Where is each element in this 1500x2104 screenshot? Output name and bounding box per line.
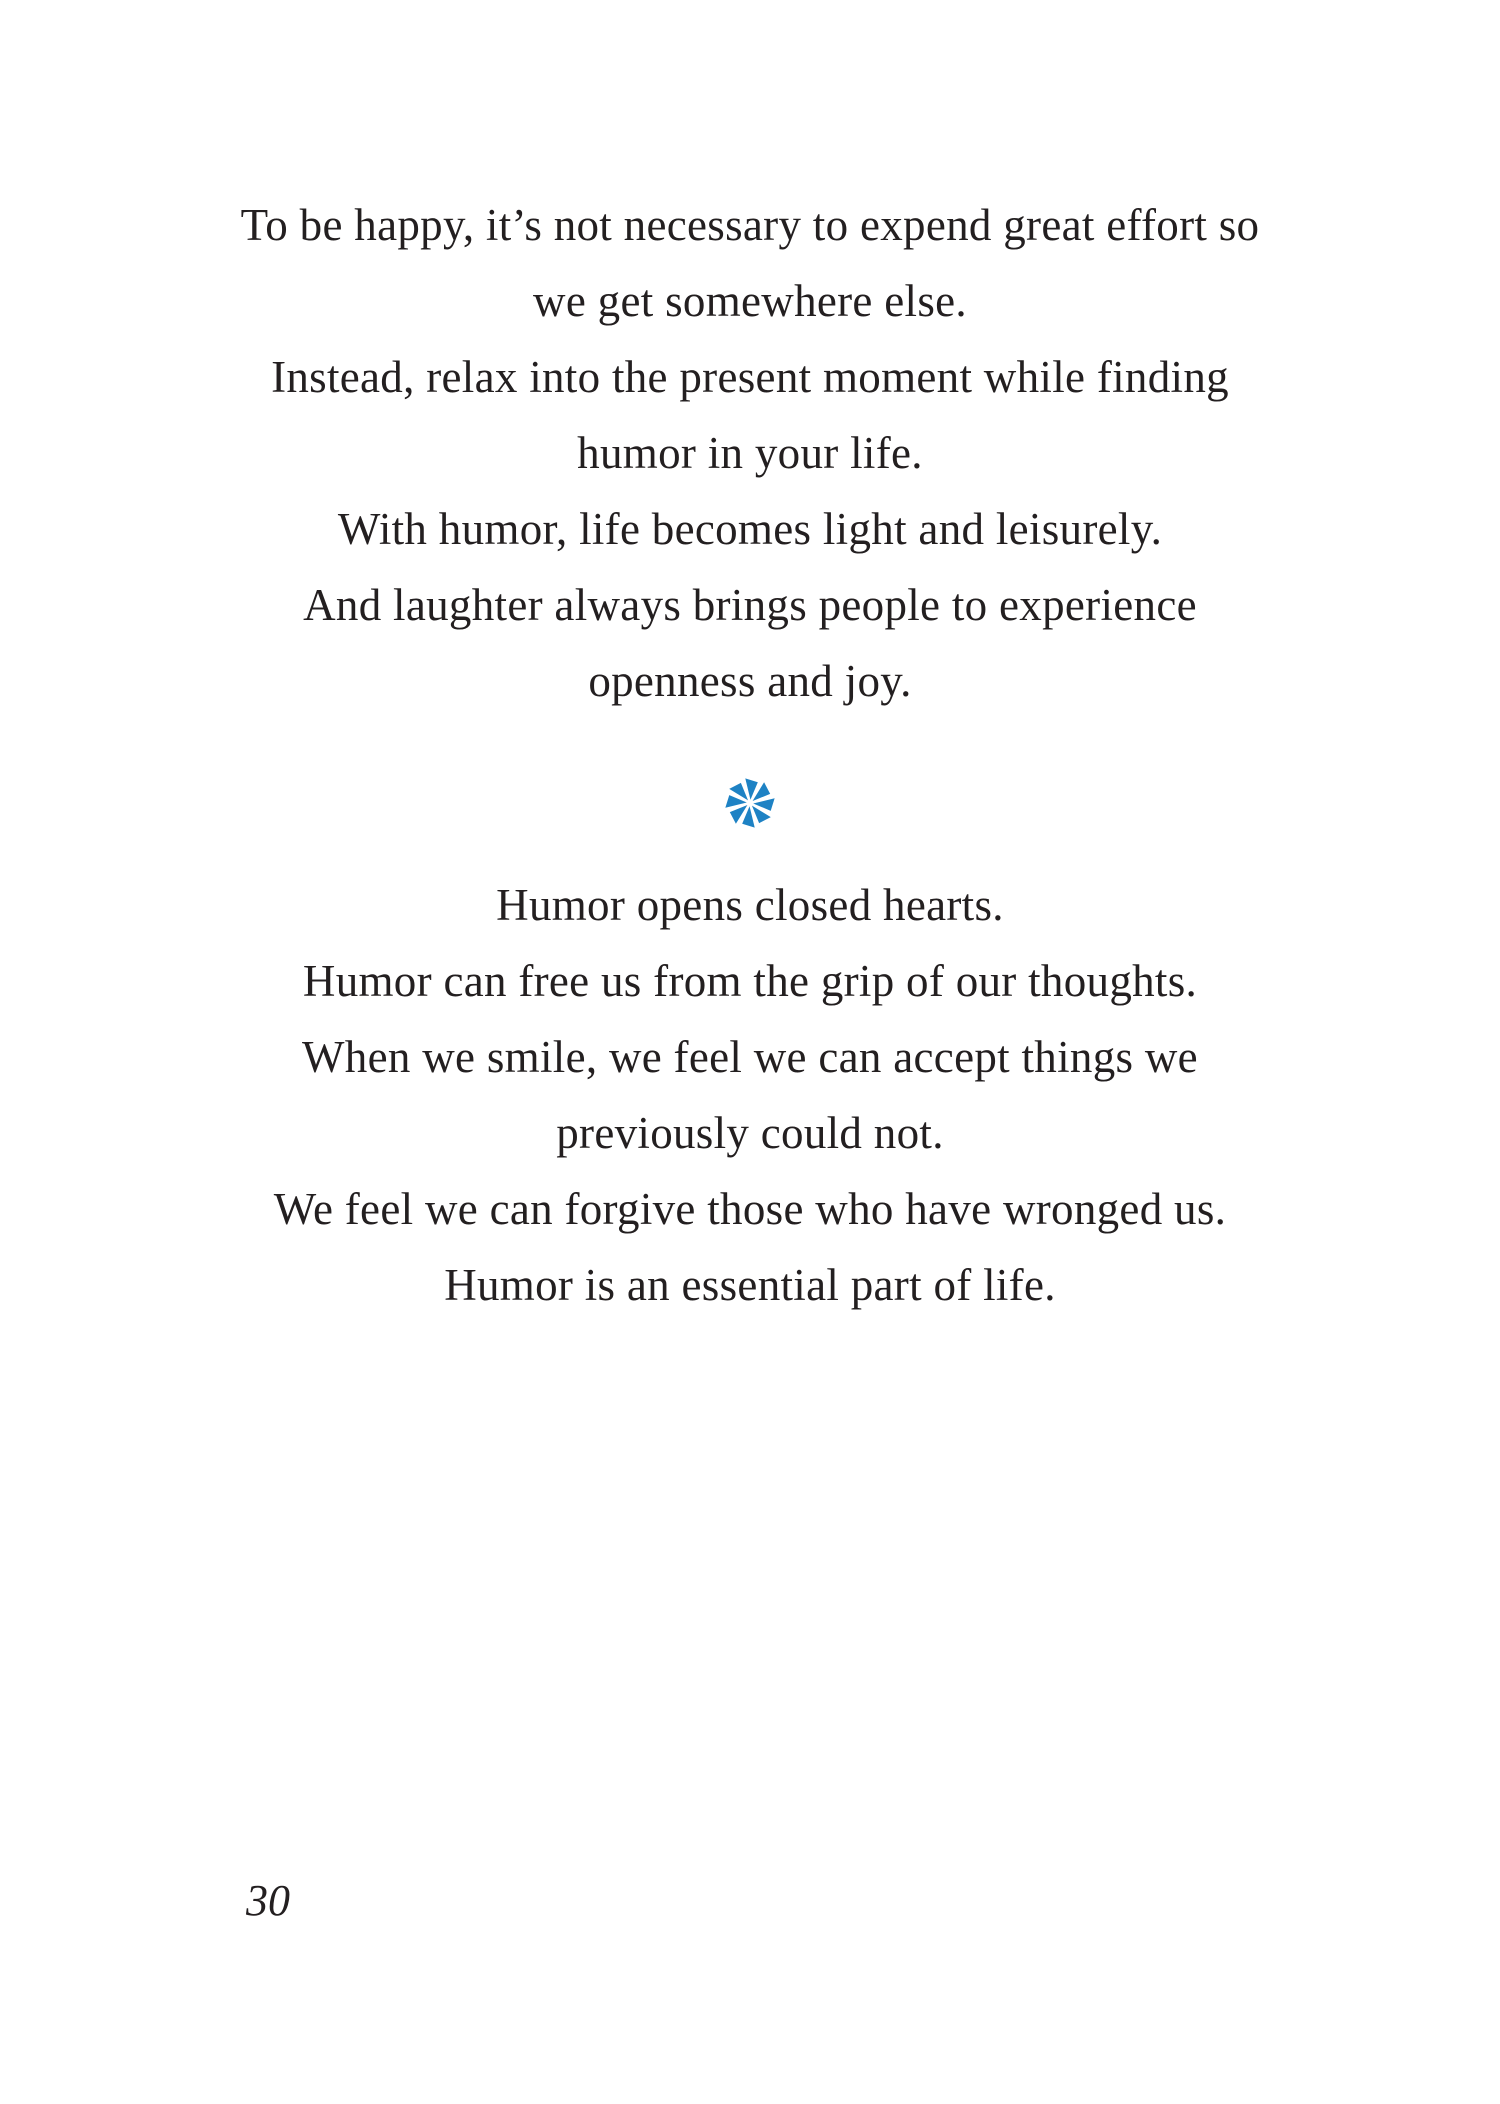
text-line: Instead, relax into the present moment while finding [271,352,1229,402]
text-line: previously could not. [556,1108,944,1158]
text-line: We feel we can forgive those who have wronged us. [273,1184,1227,1234]
text-line: we get somewhere else. [533,276,967,326]
pinwheel-asterisk-icon [723,776,777,830]
text-line: Humor is an essential part of life. [444,1260,1056,1310]
quote-paragraph-1 [150,187,1350,719]
text-line: Humor opens closed hearts. [496,880,1004,930]
text-line: openness and joy. [588,656,912,706]
text-line: Humor can free us from the grip of our thoughts. [302,956,1198,1006]
text-line: humor in your life. [577,428,923,478]
text-line: With humor, life becomes light and leisurely. [337,504,1163,554]
text-line: To be happy, it’s not necessary to expend great effort so [240,200,1260,250]
text-line: When we smile, we feel we can accept things we [302,1032,1198,1082]
quote-paragraph-2 [150,867,1350,1323]
section-divider [150,773,1350,833]
page-number: 30 [246,1876,290,1925]
text-line: And laughter always brings people to experience [303,580,1197,630]
